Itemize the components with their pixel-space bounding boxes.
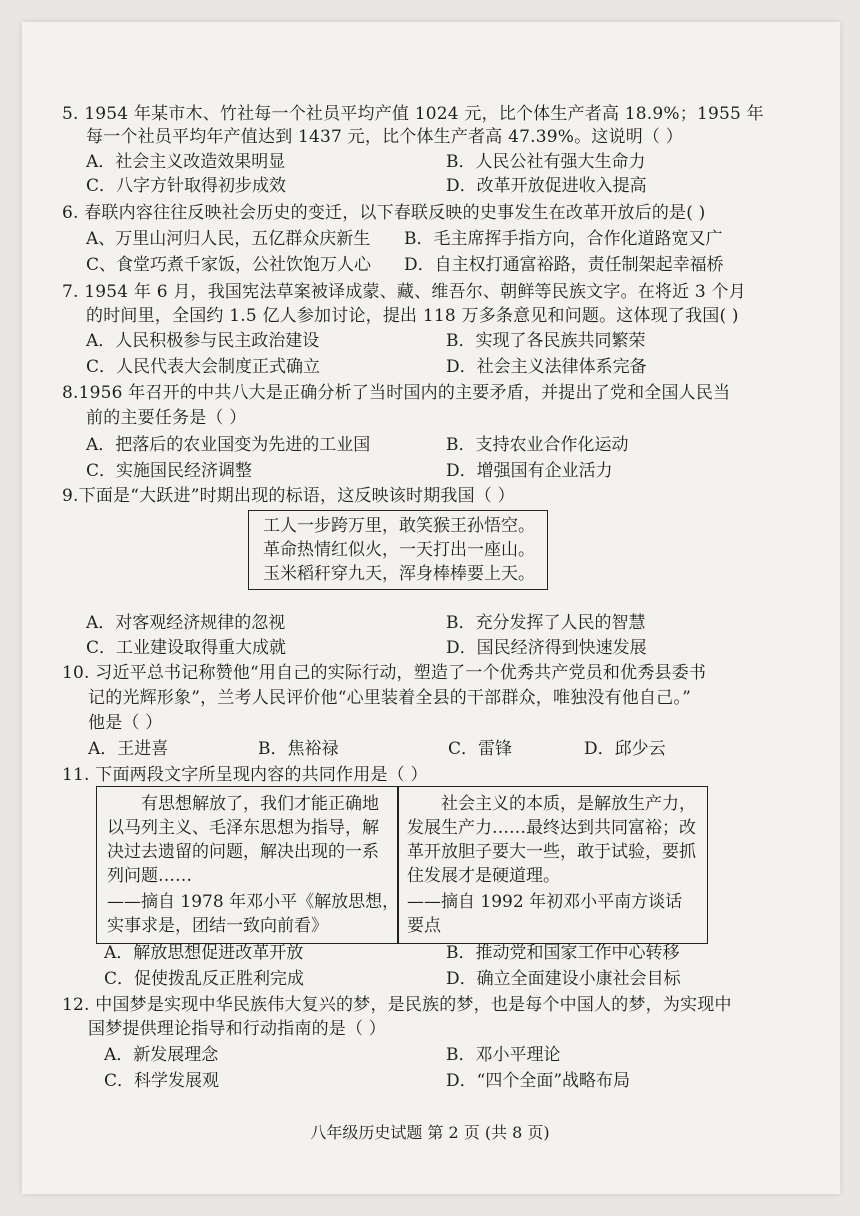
question-8-stem-line-2: 前的主要任务是（ ） [86,408,247,428]
question-10-option-d: D．邱少云 [584,739,666,759]
question-12-option-a: A．新发展理念 [104,1045,219,1065]
question-9-option-a: A．对客观经济规律的忽视 [86,613,286,633]
quote-box-1978 [96,786,398,944]
question-7-option-d: D．社会主义法律体系完备 [446,357,647,377]
question-7-option-b: B．实现了各民族共同繁荣 [446,331,646,351]
quote-1978-line-2: 以马列主义、毛泽东思想为指导，解 [107,818,379,838]
slogan-line-1: 工人一步跨万里，敢笑猴王孙悟空。 [263,516,535,536]
question-8-option-a: A．把落后的农业国变为先进的工业国 [86,435,371,455]
question-12-stem-line-1: 12. 中国梦是实现中华民族伟大复兴的梦，是民族的梦，也是每个中国人的梦，为实现中 [62,995,732,1015]
question-5-option-a: A．社会主义改造效果明显 [86,152,286,172]
quote-1992-line-1: 社会主义的本质，是解放生产力， [441,794,696,814]
quote-1978-line-1: 有思想解放了，我们才能正确地 [141,794,379,814]
quote-1978-source-line-2: 实事求是，团结一致向前看》 [107,916,328,936]
question-10-stem-line-3: 他是（ ） [88,713,163,733]
question-8-option-c: C．实施国民经济调整 [86,461,253,481]
question-6-stem: 6. 春联内容往往反映社会历史的变迁，以下春联反映的史事发生在改革开放后的是( ) [62,203,706,223]
question-5-stem-line-1: 5. 1954 年某市木、竹社每一个社员平均产值 1024 元，比个体生产者高 18.9%；1955 年 [62,104,764,124]
question-12-option-b: B．邓小平理论 [446,1045,561,1065]
quote-1978-line-4: 列问题…… [107,866,192,886]
question-12-option-d: D．“四个全面”战略布局 [446,1071,631,1091]
question-7-stem-line-1: 7. 1954 年 6 月，我国宪法草案被译成蒙、藏、维吾尔、朝鲜等民族文字。在将近 3 个月 [62,282,746,302]
question-9-option-d: D．国民经济得到快速发展 [446,638,647,658]
quote-box-1992 [398,786,708,944]
question-11-option-d: D．确立全面建设小康社会目标 [446,969,681,989]
question-8-option-d: D．增强国有企业活力 [446,461,613,481]
slogan-box [248,510,548,590]
question-8-stem-line-1: 8.1956 年召开的中共八大是正确分析了当时国内的主要矛盾，并提出了党和全国人民当 [62,383,731,403]
question-10-stem-line-1: 10. 习近平总书记称赞他“用自己的实际行动，塑造了一个优秀共产党员和优秀县委书 [62,663,707,683]
question-11-option-c: C．促使拨乱反正胜利完成 [104,969,305,989]
question-10-option-c: C．雷锋 [448,739,513,759]
question-6-option-d: D．自主权打通富裕路，责任制架起幸福桥 [404,255,724,275]
quote-1992-line-4: 住发展才是硬道理。 [407,866,560,886]
question-12-option-c: C．科学发展观 [104,1071,220,1091]
slogan-line-3: 玉米稻秆穿九天，浑身棒棒要上天。 [263,564,535,584]
question-7-stem-line-2: 的时间里，全国约 1.5 亿人参加讨论，提出 118 万多条意见和问题。这体现了我国( ) [86,306,739,326]
quote-1978-line-3: 决过去遗留的问题，解决出现的一系 [107,842,379,862]
quote-1992-line-2: 发展生产力……最终达到共同富裕；改 [407,818,696,838]
question-6-option-c: C、食堂巧煮千家饭，公社饮饱万人心 [86,255,372,275]
question-11-option-b: B．推动党和国家工作中心转移 [446,943,680,963]
question-5-option-d: D．改革开放促进收入提高 [446,176,647,196]
question-12-stem-line-2: 国梦提供理论指导和行动指南的是（ ） [88,1019,387,1039]
question-6-option-a: A、万里山河归人民，五亿群众庆新生 [86,229,371,249]
quote-1992-line-3: 革开放胆子要大一些，敢于试验，要抓 [407,842,696,862]
question-9-option-b: B．充分发挥了人民的智慧 [446,613,646,633]
question-7-option-c: C．人民代表大会制度正式确立 [86,357,321,377]
question-5-option-b: B．人民公社有强大生命力 [446,152,646,172]
question-9-stem: 9.下面是“大跃进”时期出现的标语，这反映该时期我国（ ） [62,486,515,506]
question-7-option-a: A．人民积极参与民主政治建设 [86,331,320,351]
question-11-stem: 11. 下面两段文字所呈现内容的共同作用是（ ） [62,765,428,785]
quote-1978-source-line-1: ——摘自 1978 年邓小平《解放思想， [107,892,400,912]
quote-1992-source-line-2: 要点 [407,916,441,936]
question-6-option-b: B．毛主席挥手指方向，合作化道路宽又广 [404,229,723,249]
question-10-stem-line-2: 记的光辉形象”，兰考人民评价他“心里装着全县的干部群众，唯独没有他自己。” [88,688,691,708]
page-footer: 八年级历史试题 第 2 页 (共 8 页) [310,1123,550,1142]
slogan-line-2: 革命热情红似火，一天打出一座山。 [263,540,535,560]
question-5-stem-line-2: 每一个社员平均年产值达到 1437 元，比个体生产者高 47.39%。这说明（ ） [86,127,683,147]
question-8-option-b: B．支持农业合作化运动 [446,435,629,455]
question-10-option-b: B．焦裕禄 [258,739,339,759]
question-10-option-a: A．王进喜 [88,739,169,759]
question-11-option-a: A．解放思想促进改革开放 [104,943,304,963]
question-9-option-c: C．工业建设取得重大成就 [86,638,287,658]
question-5-option-c: C．八字方针取得初步成效 [86,176,287,196]
quote-1992-source-line-1: ——摘自 1992 年初邓小平南方谈话 [407,892,683,912]
